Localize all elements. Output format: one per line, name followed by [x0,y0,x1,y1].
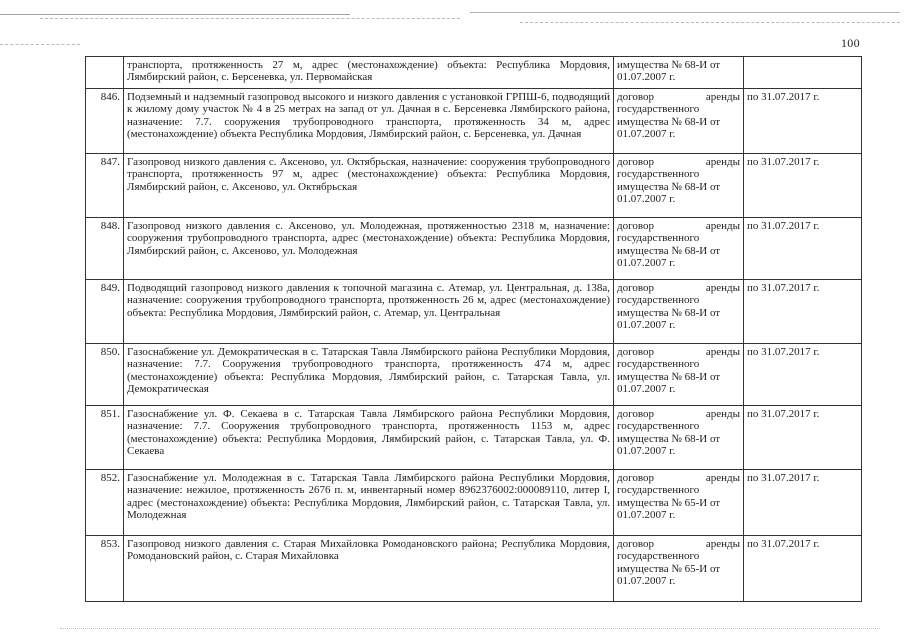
register-table-body [86,57,862,602]
lease-basis [614,344,744,406]
scan-artifact-line [0,44,80,45]
object-description: Подводящий газопровод низкого давления к топочной магазина с. Атемар, ул. Центральная, д. 138а, назначение: сооружения трубопроводного транспорта, протяженность 26 м, адрес (местонахождение) объекта: Республика Мордовия, Лямбирский район, с. Атемар, ул. Центральная [124,280,614,344]
row-number: 851. [86,406,124,470]
lease-basis [614,218,744,280]
row-number: 850. [86,344,124,406]
lease-basis-contract: государственного имущества № 68-И от 01.07.2007 г. [617,358,721,396]
table-row [86,280,862,344]
table-row [86,218,862,280]
row-number: 849. [86,280,124,344]
lease-basis-word: аренды [705,472,740,484]
lease-basis-first-line [617,156,740,168]
lease-basis [614,536,744,602]
table-row [86,89,862,154]
lease-basis-word: аренды [705,91,740,103]
lease-basis [614,154,744,218]
object-description: Газопровод низкого давления с. Аксеново, ул. Молодежная, протяженностью 2318 м, назначение: сооружения трубопроводного транспорта, адрес (местонахождение) объекта: Республика Мордовия, Лямбирский район, с. Аксеново, ул. Молодежная [124,218,614,280]
table-row [86,344,862,406]
page-number: 100 [841,36,860,50]
lease-basis-word: договор [617,346,654,358]
lease-basis-contract: государственного имущества № 65-И от 01.07.2007 г. [617,550,721,588]
lease-basis-word: аренды [705,538,740,550]
register-table [85,56,862,602]
lease-basis-contract: государственного имущества № 68-И от 01.07.2007 г. [617,168,721,206]
lease-basis [614,280,744,344]
object-description: Газопровод низкого давления с. Старая Михайловка Ромодановского района; Республика Мордовия, Ромодановский район, с. Старая Михайловка [124,536,614,602]
object-description: Подземный и надземный газопровод высокого и низкого давления с установкой ГРПШ-6, подводящий к жилому дому участок № 4 в 25 метрах на запад от ул. Дачная в с. Берсеневка Лямбирского района, назначение: 7.7. сооружения трубопроводного транспорта, протяженность 34 м, адрес (местонахождение) объекта Республика Мордовия, Лямбирский район, с. Берсеневка, ул. Дачная [124,89,614,154]
row-number: 852. [86,470,124,536]
lease-basis-contract: государственного имущества № 65-И от 01.07.2007 г. [617,484,721,522]
lease-basis [614,406,744,470]
scan-artifact-line [60,628,880,631]
object-description: Газоснабжение ул. Ф. Секаева в с. Татарская Тавла Лямбирского района Республики Мордовия, назначение: 7.7. Сооружения трубопроводного транспорта, протяженность 1153 м, адрес (местонахождение) объекта: Республика Мордовия, Лямбирский район, с. Татарская Тавла, ул. Ф. Секаева [124,406,614,470]
object-description: транспорта, протяженность 27 м, адрес (местонахождение) объекта: Республика Мордовия, Лямбирский район, с. Берсеневка, ул. Первомайская [124,57,614,89]
lease-basis-contract: государственного имущества № 68-И от 01.07.2007 г. [617,103,721,141]
lease-term: по 31.07.2017 г. [744,218,862,280]
lease-term [744,57,862,89]
scan-artifact-line [40,18,460,19]
lease-basis-first-line [617,346,740,358]
object-description: Газоснабжение ул. Демократическая в с. Татарская Тавла Лямбирского района Республики Мордовия, назначение: 7.7. Сооружения трубопроводного транспорта, протяженность 474 м, адрес (местонахождение) объекта: Республика Мордовия, Лямбирский район, с. Татарская Тавла, ул. Демократическая [124,344,614,406]
lease-basis-word: аренды [705,282,740,294]
lease-basis-word: договор [617,156,654,168]
scan-artifact-line [520,22,900,23]
table-row [86,57,862,89]
table-row [86,406,862,470]
lease-basis-word: аренды [705,156,740,168]
lease-basis-contract: имущества № 68-И от 01.07.2007 г. [617,59,721,84]
row-number: 853. [86,536,124,602]
lease-term: по 31.07.2017 г. [744,344,862,406]
lease-basis-word: аренды [705,346,740,358]
scan-artifact-line [470,12,900,13]
row-number: 846. [86,89,124,154]
lease-basis-first-line [617,408,740,420]
lease-basis-contract: государственного имущества № 68-И от 01.07.2007 г. [617,420,721,458]
lease-basis-word: договор [617,472,654,484]
lease-basis-contract: государственного имущества № 68-И от 01.07.2007 г. [617,232,721,270]
lease-basis-word: договор [617,408,654,420]
lease-basis [614,89,744,154]
scan-artifact-line [0,14,350,15]
lease-basis-first-line [617,472,740,484]
lease-basis-word: договор [617,91,654,103]
table-row [86,154,862,218]
object-description: Газопровод низкого давления с. Аксеново, ул. Октябрьская, назначение: сооружения трубопроводного транспорта, протяженность 97 м, адрес (местонахождение) объекта: Республика Мордовия, Лямбирский район, с. Аксеново, ул. Октябрьская [124,154,614,218]
lease-term: по 31.07.2017 г. [744,406,862,470]
row-number [86,57,124,89]
table-row [86,470,862,536]
lease-basis-word: договор [617,220,654,232]
lease-term: по 31.07.2017 г. [744,280,862,344]
lease-basis [614,57,744,89]
lease-basis-word: договор [617,538,654,550]
row-number: 847. [86,154,124,218]
lease-basis-word: аренды [705,220,740,232]
lease-basis-first-line [617,282,740,294]
lease-basis-first-line [617,91,740,103]
lease-basis-word: аренды [705,408,740,420]
lease-basis-contract: государственного имущества № 68-И от 01.07.2007 г. [617,294,721,332]
lease-basis-word: договор [617,282,654,294]
object-description: Газоснабжение ул. Молодежная в с. Татарская Тавла Лямбирского района Республики Мордовия, назначение: нежилое, протяженность 2676 п. м, инвентарный номер 8962376002:000089110, литер I, адрес (местонахождение) объекта: Республика Мордовия, Лямбирский район, с. Татарская Тавла, ул. Молодежная [124,470,614,536]
table-row [86,536,862,602]
lease-term: по 31.07.2017 г. [744,89,862,154]
lease-term: по 31.07.2017 г. [744,470,862,536]
lease-term: по 31.07.2017 г. [744,154,862,218]
lease-basis-first-line [617,220,740,232]
row-number: 848. [86,218,124,280]
lease-term: по 31.07.2017 г. [744,536,862,602]
lease-basis [614,470,744,536]
lease-basis-first-line [617,538,740,550]
